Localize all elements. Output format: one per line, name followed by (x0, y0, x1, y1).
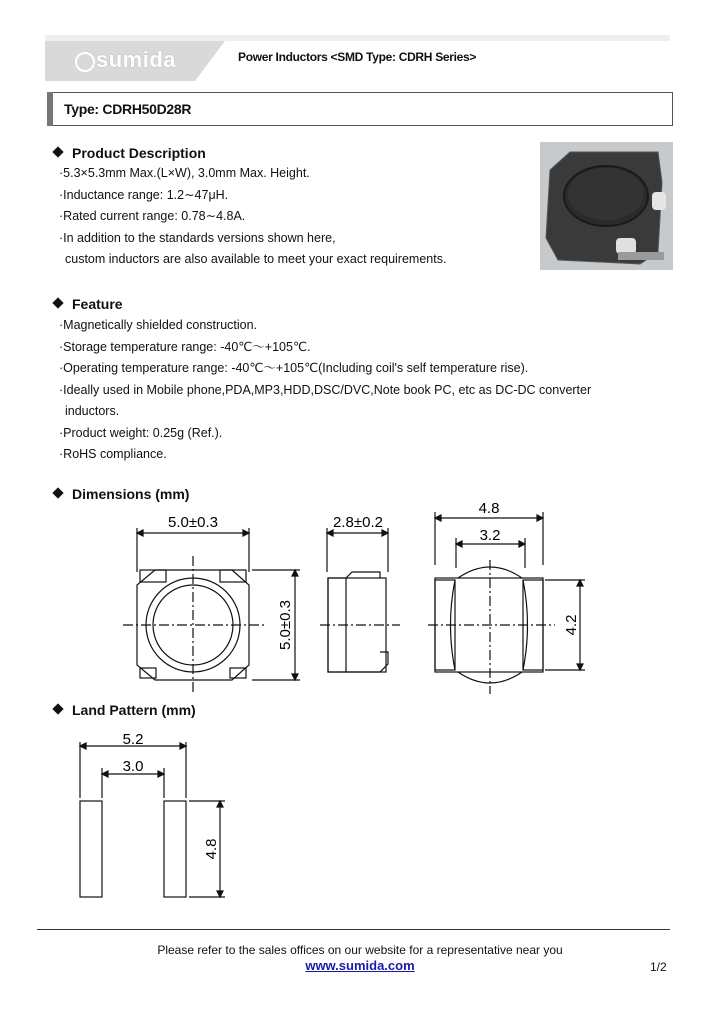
description-line: ·Inductance range: 1.2∼47μH. (59, 187, 229, 202)
feature-line: ·Storage temperature range: -40℃〜+105℃. (59, 339, 311, 354)
page-number: 1/2 (650, 960, 667, 974)
header-title: Power Inductors <SMD Type: CDRH Series> (238, 50, 477, 64)
footer-divider (37, 929, 670, 930)
feature-line: ·Operating temperature range: -40℃〜+105℃(Including coil's self temperature rise). (59, 361, 529, 375)
feature-title: Feature (72, 296, 123, 312)
footer-note: Please refer to the sales offices on our website for a representative near you (157, 943, 563, 957)
diamond-bullet-icon (52, 298, 63, 309)
land-pattern-heading (54, 702, 196, 718)
diamond-bullet-icon (52, 147, 63, 158)
header-highlight (45, 35, 670, 41)
feature-line: ·Ideally used in Mobile phone,PDA,MP3,HDD,DSC/DVC,Note book PC, etc as DC-DC converter (59, 382, 592, 397)
type-box-accent (47, 92, 53, 126)
description-line: ·In addition to the standards versions shown here, (59, 230, 336, 245)
top-width-label: 5.0±0.3 (168, 514, 218, 531)
land-inner-label: 3.0 (122, 758, 144, 775)
side-width-label: 2.8±0.2 (333, 514, 383, 531)
product-photo (540, 142, 673, 270)
feature-line: ·Magnetically shielded construction. (59, 318, 258, 332)
feature-line: ·Product weight: 0.25g (Ref.). (59, 425, 223, 440)
sumida-logo-icon (75, 52, 95, 72)
front-outer-label: 4.8 (478, 500, 500, 517)
diamond-bullet-icon (52, 704, 63, 715)
feature-line: inductors. (65, 404, 120, 418)
product-description-title: Product Description (72, 145, 206, 161)
front-view (428, 512, 585, 694)
description-line: custom inductors are also available to meet your exact requirements. (65, 252, 447, 266)
land-outer-label: 5.2 (122, 731, 144, 748)
diamond-bullet-icon (52, 488, 63, 499)
dimensions-drawing (0, 500, 720, 695)
product-description-heading (54, 145, 206, 161)
website-link[interactable]: www.sumida.com (305, 958, 415, 973)
top-view (123, 528, 300, 694)
product-description-list (59, 163, 446, 271)
inductor-photo-drawing (540, 142, 673, 270)
feature-heading (54, 296, 123, 312)
side-view (320, 528, 400, 672)
land-height-label: 4.8 (203, 838, 220, 860)
feature-list (59, 315, 591, 466)
dimensions-title: Dimensions (mm) (72, 486, 190, 502)
front-height-label: 4.2 (563, 614, 580, 636)
feature-line: ·RoHS compliance. (59, 447, 167, 461)
land-pattern-drawing (0, 725, 720, 905)
front-inner-label: 3.2 (479, 527, 501, 544)
top-height-label: 5.0±0.3 (277, 600, 294, 650)
type-label: Type: CDRH50D28R (64, 101, 192, 117)
description-line: ·5.3×5.3mm Max.(L×W), 3.0mm Max. Height. (59, 166, 310, 180)
land-pattern-title: Land Pattern (mm) (72, 702, 196, 718)
sumida-logo: sumida (96, 47, 177, 72)
description-line: ·Rated current range: 0.78∼4.8A. (59, 209, 246, 223)
